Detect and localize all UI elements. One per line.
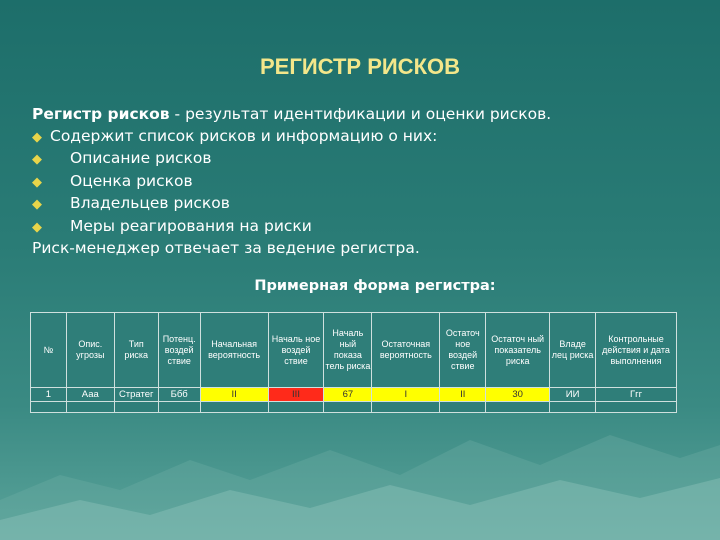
page-title: РЕГИСТР РИСКОВ	[260, 54, 460, 79]
table-row	[31, 388, 677, 402]
bullet-item: ◆ Описание рисков	[32, 148, 712, 171]
header-cell: Тип риска	[114, 313, 158, 388]
bullet-item: ◆ Меры реагирования на риски	[32, 216, 712, 239]
table-cell-yellow: 67	[324, 388, 372, 402]
table-cell-yellow: 30	[486, 388, 550, 402]
table-cell-yellow: II	[200, 388, 268, 402]
header-cell: Потенц. воздей ствие	[158, 313, 200, 388]
diamond-bullet-icon: ◆	[32, 197, 42, 212]
table-cell: Ааа	[66, 388, 114, 402]
table-cell: ИИ	[550, 388, 596, 402]
diamond-bullet-icon: ◆	[32, 174, 42, 190]
bullet-item: ◆ Содержит список рисков и информацию о них:	[32, 126, 712, 149]
table-empty-row	[31, 402, 677, 413]
header-cell: Контрольные действия и дата выполнения	[596, 313, 677, 388]
closing-line: Риск-менеджер отвечает за ведение регистра.	[32, 239, 420, 257]
intro-line	[32, 104, 712, 126]
table-cell: Ббб	[158, 388, 200, 402]
table-subtitle: Примерная форма регистра:	[254, 278, 496, 294]
table-cell-yellow: I	[372, 388, 440, 402]
header-cell: Начальная вероятность	[200, 313, 268, 388]
content-text	[32, 104, 712, 260]
bullet-item: ◆ Владельцев рисков	[32, 193, 712, 216]
bullet-item: ◆ Оценка рисков	[32, 171, 712, 194]
table-cell: 1	[31, 388, 67, 402]
table-cell: Стратег	[114, 388, 158, 402]
diamond-bullet-icon: ◆	[32, 152, 42, 167]
header-cell: Началь ный показа тель риска	[324, 313, 372, 388]
diamond-bullet-icon: ◆	[32, 219, 42, 235]
header-cell: Началь ное воздей ствие	[268, 313, 324, 388]
intro-term: Регистр рисков	[32, 105, 170, 123]
intro-definition: - результат идентификации и оценки рисков.	[169, 105, 552, 123]
table-cell-red: III	[268, 388, 324, 402]
diamond-bullet-icon: ◆	[32, 129, 42, 145]
table-cell-yellow: II	[440, 388, 486, 402]
header-cell: Остаточная вероятность	[372, 313, 440, 388]
risk-register-table	[30, 312, 677, 413]
header-cell: Владе лец риска	[550, 313, 596, 388]
table-cell: Ггг	[596, 388, 677, 402]
table-header-row	[31, 313, 677, 388]
header-cell: Остаточ ное воздей ствие	[440, 313, 486, 388]
header-cell: Остаточ ный показатель риска	[486, 313, 550, 388]
header-cell: Опис. угрозы	[66, 313, 114, 388]
header-cell: №	[31, 313, 67, 388]
